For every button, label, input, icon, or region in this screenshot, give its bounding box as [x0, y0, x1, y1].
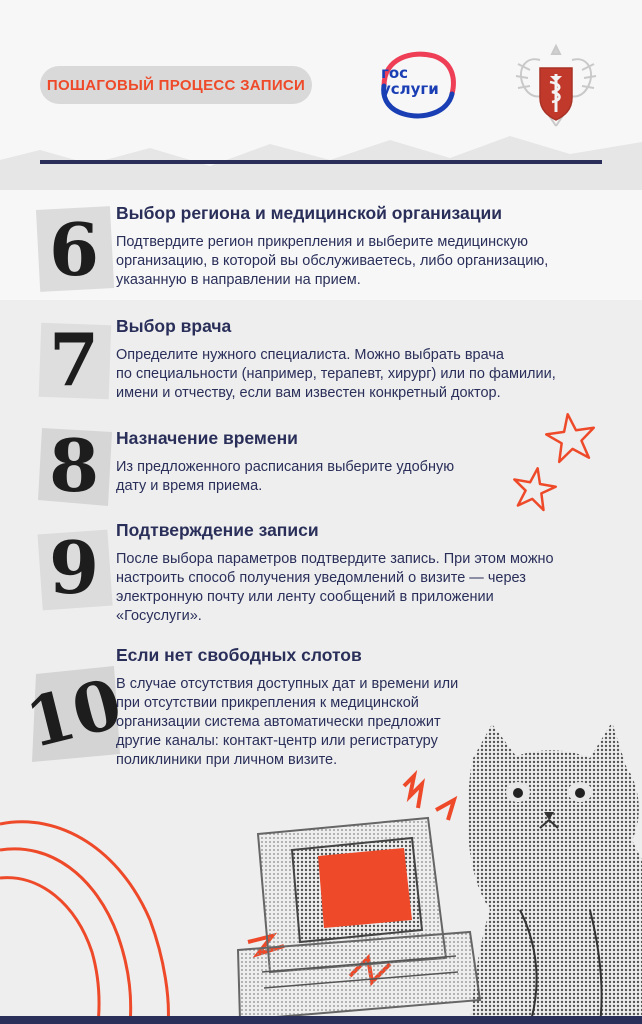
ministry-of-health-emblem-icon — [512, 40, 600, 132]
step-10-line: организации система автоматически предложит — [116, 714, 441, 730]
step-7-line: Определите нужного специалиста. Можно выбрать врача — [116, 347, 504, 363]
header-divider — [40, 160, 602, 164]
step-6-line: организацию, в которой вы обслуживаетесь, либо организацию, — [116, 253, 549, 269]
step-8-title: Назначение времени — [116, 428, 298, 448]
step-7 — [116, 316, 616, 403]
step-9 — [116, 520, 616, 626]
step-9-line: настроить способ получения уведомлений о визите — через — [116, 570, 526, 586]
step-10-line: В случае отсутствия доступных дат и времени или — [116, 676, 459, 692]
retro-computer-and-kitten-illustration — [0, 700, 642, 1024]
step-6-text — [116, 233, 616, 290]
step-number-8: 8 — [48, 423, 100, 508]
gosuslugi-logo-line2: услуги — [381, 80, 439, 98]
step-6-title: Выбор региона и медицинской организации — [116, 203, 502, 223]
gosuslugi-logo-line1: гос — [381, 64, 409, 82]
step-number-7: 7 — [48, 317, 100, 402]
step-7-line: имени и отчеству, если вам известен конкретный доктор. — [116, 385, 501, 401]
star-outline-icon — [542, 410, 600, 466]
footer-bar — [0, 1016, 642, 1024]
step-6-line: Подтвердите регион прикрепления и выберите медицинскую — [116, 234, 528, 250]
retro-computer-illustration — [238, 818, 480, 1020]
step-number-6: 6 — [48, 207, 100, 292]
step-number-9: 9 — [48, 525, 100, 610]
step-7-line: по специальности (например, терапевт, хирург) или по фамилии, — [116, 366, 556, 382]
step-10-line: другие каналы: контакт-центр или регистратуру — [116, 733, 438, 749]
step-9-line: «Госуслуги». — [116, 608, 202, 624]
step-number-10: 10 — [18, 663, 130, 765]
step-8-line: Из предложенного расписания выберите удобную — [116, 459, 455, 475]
step-9-line: После выбора параметров подтвердите запись. При этом можно — [116, 551, 554, 567]
gray-kitten-illustration — [468, 722, 642, 1024]
step-7-title: Выбор врача — [116, 316, 232, 336]
section-badge-label: ПОШАГОВЫЙ ПРОЦЕСС ЗАПИСИ — [46, 76, 306, 94]
section-badge — [40, 66, 312, 104]
step-9-text — [116, 550, 616, 626]
star-outline-icon — [508, 464, 560, 514]
step-10-line: поликлиники при личном визите. — [116, 752, 338, 768]
step-10-title: Если нет свободных слотов — [116, 645, 362, 665]
step-10-line: при отсутствии прикрепления к медицинской — [116, 695, 419, 711]
step-7-text — [116, 346, 616, 403]
step-8-line: дату и время приема. — [116, 478, 263, 494]
step-9-line: электронную почту или ленту сообщений в приложении — [116, 589, 494, 605]
step-6-line: указанную в направлении на прием. — [116, 272, 361, 288]
step-9-title: Подтверждение записи — [116, 520, 319, 540]
step-6 — [116, 203, 616, 290]
